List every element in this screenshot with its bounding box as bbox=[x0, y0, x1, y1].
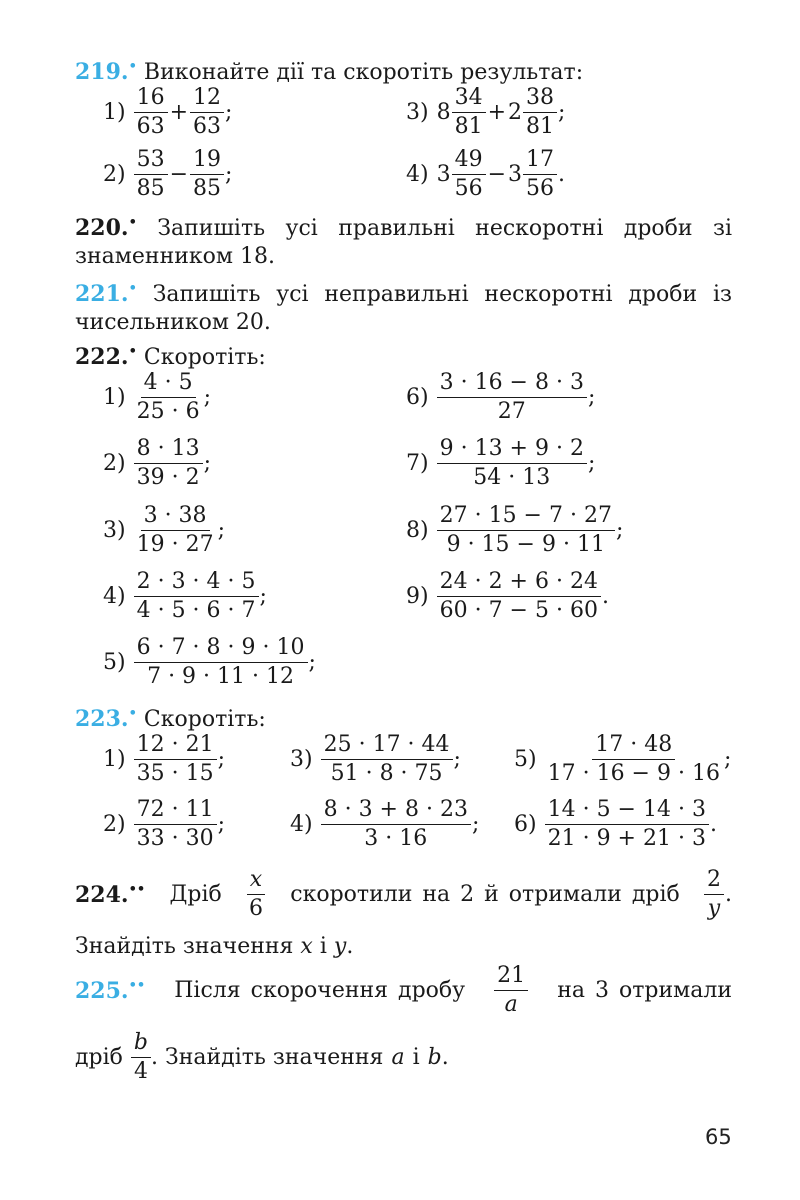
exercise-221-line-1 bbox=[75, 282, 732, 306]
fraction: $\frac{2 \cdot 3 \cdot 4 \cdot 5}{4 \cdot 5 \cdot 6 \cdot 7}$ bbox=[134, 570, 259, 623]
fraction: $\frac{16}{63}$ bbox=[134, 86, 168, 139]
fraction: $\frac{27 \cdot 15 - 7 \cdot 27}{9 \cdot 15 - 9 \cdot 11}$ bbox=[437, 504, 615, 557]
punctuation: ; bbox=[217, 812, 225, 838]
fraction: $\frac{34}{81}$ bbox=[452, 86, 486, 139]
exercise-223-item-5 bbox=[514, 733, 731, 786]
exercise-number: 220. bbox=[75, 215, 129, 241]
exercise-222-item-1 bbox=[103, 371, 211, 424]
variable: a bbox=[391, 1045, 405, 1071]
fraction: $\frac{4 \cdot 5}{25 \cdot 6}$ bbox=[136, 370, 200, 425]
item-label: 1) bbox=[103, 747, 126, 773]
operator: − bbox=[487, 162, 507, 188]
item-label: 3) bbox=[406, 100, 429, 126]
punctuation: ; bbox=[203, 451, 211, 477]
fraction: $\frac{3 \cdot 38}{19 \cdot 27}$ bbox=[136, 503, 214, 558]
fraction: $\frac{19}{85}$ bbox=[190, 148, 224, 201]
exercise-text: на 3 отримали bbox=[557, 978, 732, 1004]
punctuation: ; bbox=[259, 584, 267, 610]
whole-part: 2 bbox=[508, 100, 523, 126]
whole-part: 3 bbox=[436, 162, 451, 188]
exercise-220-line-2: знаменником 18. bbox=[75, 244, 275, 269]
fraction: $\frac{17 \cdot 48}{17 \cdot 16 - 9 \cdot 16}$ bbox=[547, 732, 720, 787]
fraction: $\frac{3 \cdot 16 - 8 \cdot 3}{27}$ bbox=[437, 371, 587, 424]
fraction: $\frac{24 \cdot 2 + 6 \cdot 24}{60 \cdot 7 - 5 \cdot 60}$ bbox=[437, 570, 601, 623]
punctuation: ; bbox=[203, 385, 211, 411]
exercise-224-line-2 bbox=[75, 936, 353, 958]
fraction: $\frac{14 \cdot 5 - 14 \cdot 3}{21 \cdot 9 + 21 \cdot 3}$ bbox=[545, 798, 709, 851]
punctuation: ; bbox=[471, 812, 480, 838]
exercise-222-item-6 bbox=[406, 371, 595, 424]
difficulty-mark: • bbox=[128, 281, 137, 296]
exercise-223-heading bbox=[75, 707, 266, 731]
punctuation: ; bbox=[558, 100, 566, 126]
exercise-text: . Знайдіть значення bbox=[151, 1045, 384, 1071]
page-number: 65 bbox=[705, 1125, 732, 1149]
difficulty-mark: •• bbox=[128, 977, 146, 993]
exercise-223-item-6 bbox=[514, 798, 717, 851]
exercise-text: Скоротіть: bbox=[143, 345, 266, 370]
exercise-text: Запишіть усі неправильні нескоротні дроби із bbox=[152, 282, 732, 307]
fraction: $\frac{x}{6}$ bbox=[246, 868, 266, 921]
exercise-225-line-1 bbox=[75, 964, 732, 1017]
exercise-text: Дріб bbox=[169, 882, 222, 908]
exercise-222-item-7 bbox=[406, 437, 595, 490]
fraction: $\frac{2}{y}$ bbox=[704, 868, 724, 921]
punctuation: . bbox=[725, 882, 732, 908]
punctuation: ; bbox=[615, 518, 624, 544]
exercise-222-item-5 bbox=[103, 636, 316, 689]
punctuation: . bbox=[346, 934, 354, 959]
variable: b bbox=[427, 1045, 442, 1071]
fraction: $\frac{38}{81}$ bbox=[523, 86, 557, 139]
punctuation: ; bbox=[587, 451, 596, 477]
punctuation: . bbox=[441, 1045, 449, 1071]
fraction: $\frac{72 \cdot 11}{33 \cdot 30}$ bbox=[134, 798, 217, 851]
item-label: 7) bbox=[406, 451, 429, 477]
punctuation: ; bbox=[225, 162, 233, 188]
item-label: 6) bbox=[514, 812, 537, 838]
exercise-222-item-9 bbox=[406, 570, 609, 623]
exercise-text: і bbox=[412, 1045, 420, 1071]
difficulty-mark: • bbox=[128, 59, 137, 74]
variable: y bbox=[333, 934, 347, 959]
item-label: 4) bbox=[406, 162, 429, 188]
difficulty-mark: • bbox=[128, 706, 137, 721]
item-label: 2) bbox=[103, 162, 126, 188]
fraction: $\frac{25 \cdot 17 \cdot 44}{51 \cdot 8 \cdot 75}$ bbox=[321, 733, 453, 786]
fraction: $\frac{b}{4}$ bbox=[131, 1031, 151, 1084]
fraction: $\frac{21}{a}$ bbox=[494, 964, 528, 1017]
fraction: $\frac{8 \cdot 3 + 8 \cdot 23}{3 \cdot 16}$ bbox=[321, 798, 471, 851]
punctuation: . bbox=[709, 812, 717, 838]
exercise-223-item-2 bbox=[103, 798, 225, 851]
exercise-text: Виконайте дії та скоротіть результат: bbox=[143, 60, 584, 85]
item-label: 6) bbox=[406, 385, 429, 411]
whole-part: 8 bbox=[436, 100, 451, 126]
exercise-number: 222. bbox=[75, 344, 129, 370]
exercise-219-item-4 bbox=[406, 148, 565, 201]
difficulty-mark: • bbox=[128, 344, 137, 359]
exercise-219-item-2 bbox=[103, 148, 232, 201]
fraction: $\frac{8 \cdot 13}{39 \cdot 2}$ bbox=[134, 437, 203, 490]
item-label: 5) bbox=[103, 650, 126, 676]
variable: x bbox=[300, 934, 313, 959]
exercise-text: дріб bbox=[75, 1045, 123, 1071]
item-label: 4) bbox=[103, 584, 126, 610]
operator: + bbox=[169, 100, 189, 126]
exercise-text: Запишіть усі правильні нескоротні дроби зі bbox=[157, 216, 732, 241]
punctuation: ; bbox=[217, 518, 225, 544]
exercise-219-item-1 bbox=[103, 86, 232, 139]
exercise-number: 224. bbox=[75, 881, 129, 908]
exercise-text: Скоротіть: bbox=[143, 707, 266, 732]
exercise-text: скоротили на 2 й отримали дріб bbox=[290, 882, 680, 908]
exercise-number: 219. bbox=[75, 59, 129, 85]
fraction: $\frac{12}{63}$ bbox=[190, 86, 224, 139]
punctuation: ; bbox=[308, 650, 316, 676]
exercise-222-item-4 bbox=[103, 570, 267, 623]
exercise-222-item-2 bbox=[103, 437, 211, 490]
fraction: $\frac{9 \cdot 13 + 9 \cdot 2}{54 \cdot 13}$ bbox=[437, 437, 587, 490]
whole-part: 3 bbox=[508, 162, 523, 188]
exercise-223-item-4 bbox=[290, 798, 479, 851]
punctuation: ; bbox=[587, 385, 596, 411]
punctuation: ; bbox=[453, 747, 461, 773]
operator: − bbox=[169, 162, 189, 188]
exercise-222-item-3 bbox=[103, 504, 225, 557]
item-label: 1) bbox=[103, 100, 126, 126]
difficulty-mark: • bbox=[128, 215, 137, 230]
difficulty-mark: •• bbox=[128, 881, 146, 897]
item-label: 5) bbox=[514, 747, 537, 773]
exercise-text: Знайдіть значення bbox=[75, 934, 294, 959]
punctuation: ; bbox=[225, 100, 233, 126]
item-label: 4) bbox=[290, 812, 313, 838]
exercise-text: і bbox=[319, 934, 327, 959]
punctuation: . bbox=[558, 162, 566, 188]
item-label: 8) bbox=[406, 518, 429, 544]
exercise-223-item-1 bbox=[103, 733, 225, 786]
punctuation: ; bbox=[217, 747, 225, 773]
exercise-number: 225. bbox=[75, 977, 129, 1004]
exercise-222-item-8 bbox=[406, 504, 623, 557]
operator: + bbox=[487, 100, 507, 126]
fraction: $\frac{12 \cdot 21}{35 \cdot 15}$ bbox=[134, 733, 217, 786]
fraction: $\frac{6 \cdot 7 \cdot 8 \cdot 9 \cdot 10}{7 \cdot 9 \cdot 11 \cdot 12}$ bbox=[134, 636, 308, 689]
item-label: 3) bbox=[290, 747, 313, 773]
item-label: 2) bbox=[103, 451, 126, 477]
exercise-text: Після скорочення дробу bbox=[174, 978, 466, 1004]
exercise-number: 221. bbox=[75, 281, 129, 307]
fraction: $\frac{17}{56}$ bbox=[523, 148, 557, 201]
exercise-224-line-1 bbox=[75, 868, 732, 921]
exercise-219-item-3 bbox=[406, 86, 565, 139]
fraction: $\frac{49}{56}$ bbox=[452, 148, 486, 201]
exercise-221-line-2: чисельником 20. bbox=[75, 310, 271, 335]
fraction: $\frac{53}{85}$ bbox=[134, 148, 168, 201]
exercise-222-heading bbox=[75, 345, 266, 369]
exercise-223-item-3 bbox=[290, 733, 461, 786]
exercise-220-line-1 bbox=[75, 216, 732, 240]
exercise-219-heading bbox=[75, 60, 583, 84]
punctuation: . bbox=[601, 584, 609, 610]
item-label: 9) bbox=[406, 584, 429, 610]
item-label: 2) bbox=[103, 812, 126, 838]
exercise-225-line-2 bbox=[75, 1031, 449, 1084]
item-label: 1) bbox=[103, 385, 126, 411]
exercise-number: 223. bbox=[75, 706, 129, 732]
punctuation: ; bbox=[723, 747, 732, 773]
item-label: 3) bbox=[103, 518, 126, 544]
